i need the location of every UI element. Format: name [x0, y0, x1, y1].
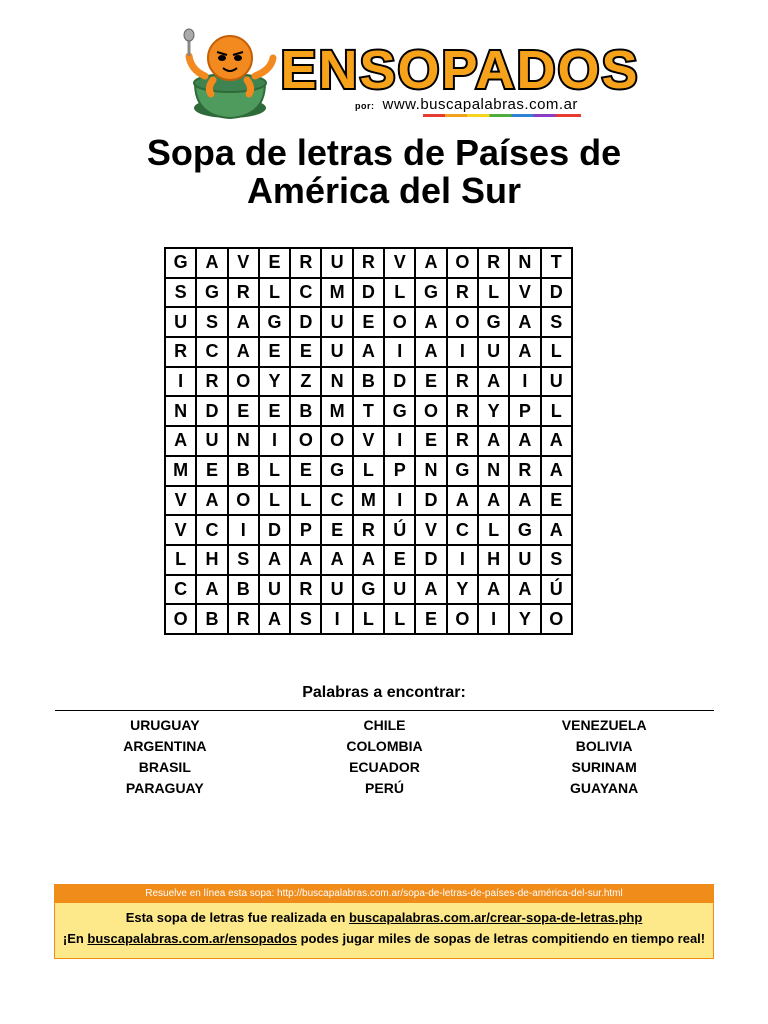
grid-cell[interactable]: H	[196, 545, 227, 575]
grid-cell[interactable]: V	[384, 248, 415, 278]
grid-cell[interactable]: C	[290, 278, 321, 308]
word-search-grid	[164, 247, 573, 635]
grid-cell[interactable]: L	[353, 604, 384, 634]
word-item: VENEZUELA	[561, 717, 647, 733]
grid-cell[interactable]: D	[384, 367, 415, 397]
grid-cell[interactable]: R	[353, 248, 384, 278]
grid-cell[interactable]: E	[353, 307, 384, 337]
grid-cell[interactable]: A	[196, 575, 227, 605]
grid-cell[interactable]: D	[353, 278, 384, 308]
grid-cell[interactable]: A	[415, 337, 446, 367]
grid-cell[interactable]: A	[228, 337, 259, 367]
grid-cell[interactable]: A	[321, 545, 352, 575]
grid-cell[interactable]: L	[259, 486, 290, 516]
svg-text:ENSOPADOS: ENSOPADOS	[280, 40, 640, 100]
grid-cell[interactable]: A	[478, 367, 509, 397]
grid-cell[interactable]: L	[478, 278, 509, 308]
grid-cell[interactable]: U	[321, 307, 352, 337]
grid-cell[interactable]: S	[541, 307, 572, 337]
grid-cell[interactable]: C	[447, 515, 478, 545]
grid-cell[interactable]: U	[259, 575, 290, 605]
grid-cell[interactable]: A	[509, 575, 540, 605]
grid-cell[interactable]: L	[353, 456, 384, 486]
grid-cell[interactable]: B	[290, 396, 321, 426]
grid-cell[interactable]: V	[353, 426, 384, 456]
grid-row	[165, 545, 572, 575]
grid-cell[interactable]: U	[196, 426, 227, 456]
rainbow-underline	[423, 114, 581, 117]
header	[0, 28, 768, 128]
divider	[55, 710, 714, 711]
grid-cell[interactable]: R	[290, 248, 321, 278]
grid-cell[interactable]: B	[228, 456, 259, 486]
grid-cell[interactable]: D	[290, 307, 321, 337]
grid-cell[interactable]: R	[447, 367, 478, 397]
grid-cell[interactable]: Ú	[384, 515, 415, 545]
ensopados-logo	[280, 34, 640, 104]
grid-cell[interactable]: O	[228, 367, 259, 397]
grid-cell[interactable]: L	[384, 278, 415, 308]
grid-cell[interactable]: N	[478, 456, 509, 486]
page-title	[0, 134, 768, 210]
grid-row	[165, 248, 572, 278]
grid-cell[interactable]: O	[447, 604, 478, 634]
word-item: BRASIL	[138, 759, 191, 775]
grid-cell[interactable]: V	[509, 278, 540, 308]
grid-cell[interactable]: M	[165, 456, 196, 486]
grid-cell[interactable]: O	[541, 604, 572, 634]
grid-row	[165, 426, 572, 456]
grid-cell[interactable]: O	[290, 426, 321, 456]
grid-cell[interactable]: V	[228, 248, 259, 278]
grid-cell[interactable]: G	[165, 248, 196, 278]
word-item: GUAYANA	[570, 780, 639, 796]
grid-cell[interactable]: I	[478, 604, 509, 634]
footer	[54, 884, 714, 959]
grid-cell[interactable]: A	[415, 307, 446, 337]
grid-cell[interactable]: I	[321, 604, 352, 634]
byline-site[interactable]: www.buscapalabras.com.ar	[382, 96, 578, 113]
word-list	[55, 716, 714, 797]
grid-cell[interactable]: A	[353, 545, 384, 575]
grid-cell[interactable]: A	[478, 575, 509, 605]
grid-row	[165, 515, 572, 545]
octopus-mascot-icon	[183, 28, 278, 123]
grid-cell[interactable]: N	[509, 248, 540, 278]
grid-cell[interactable]: R	[196, 367, 227, 397]
grid-cell[interactable]: E	[259, 248, 290, 278]
grid-cell[interactable]: D	[415, 486, 446, 516]
grid-cell[interactable]: O	[447, 248, 478, 278]
grid-cell[interactable]: I	[384, 426, 415, 456]
grid-cell[interactable]: E	[415, 426, 446, 456]
word-item: URUGUAY	[130, 717, 200, 733]
footer-line-2-prefix: ¡En	[62, 931, 88, 946]
grid-cell[interactable]: M	[353, 486, 384, 516]
grid-cell[interactable]: N	[228, 426, 259, 456]
grid-cell[interactable]: Z	[290, 367, 321, 397]
grid-cell[interactable]: T	[541, 248, 572, 278]
footer-line-1-text: Esta sopa de letras fue realizada en	[125, 910, 349, 925]
grid-cell[interactable]: E	[384, 545, 415, 575]
grid-cell[interactable]: G	[196, 278, 227, 308]
title-line-1: Sopa de letras de Países de	[146, 132, 622, 173]
grid-cell[interactable]: B	[353, 367, 384, 397]
grid-cell[interactable]: A	[478, 486, 509, 516]
grid-cell[interactable]: A	[259, 604, 290, 634]
grid-cell[interactable]: D	[541, 278, 572, 308]
grid-cell[interactable]: B	[196, 604, 227, 634]
grid-cell[interactable]: V	[165, 486, 196, 516]
word-item: ECUADOR	[349, 759, 420, 775]
grid-cell[interactable]: C	[196, 337, 227, 367]
grid-cell[interactable]: N	[321, 367, 352, 397]
grid-cell[interactable]: A	[196, 486, 227, 516]
grid-cell[interactable]: Y	[259, 367, 290, 397]
word-item: PARAGUAY	[125, 780, 204, 796]
grid-cell[interactable]: S	[165, 278, 196, 308]
grid-cell[interactable]: E	[196, 456, 227, 486]
grid-row	[165, 396, 572, 426]
grid-cell[interactable]: Y	[447, 575, 478, 605]
grid-cell[interactable]: U	[541, 367, 572, 397]
grid-cell[interactable]: G	[321, 456, 352, 486]
grid-cell[interactable]: R	[447, 278, 478, 308]
footer-line-1	[55, 910, 713, 925]
grid-cell[interactable]: I	[447, 337, 478, 367]
grid-cell[interactable]: A	[415, 248, 446, 278]
word-item: SURINAM	[571, 759, 637, 775]
grid-cell[interactable]: S	[290, 604, 321, 634]
grid-cell[interactable]: G	[415, 278, 446, 308]
word-item: ARGENTINA	[123, 738, 207, 754]
grid-row	[165, 337, 572, 367]
grid-cell[interactable]: S	[541, 545, 572, 575]
byline	[355, 96, 578, 113]
grid-cell[interactable]: O	[447, 307, 478, 337]
grid-cell[interactable]: I	[384, 337, 415, 367]
grid-cell[interactable]: A	[509, 307, 540, 337]
grid-cell[interactable]: C	[196, 515, 227, 545]
grid-cell[interactable]: R	[447, 396, 478, 426]
grid-cell[interactable]: L	[259, 456, 290, 486]
grid-cell[interactable]: L	[478, 515, 509, 545]
grid-cell[interactable]: P	[384, 456, 415, 486]
grid-cell[interactable]: S	[196, 307, 227, 337]
grid-cell[interactable]: R	[290, 575, 321, 605]
grid-cell[interactable]: A	[541, 426, 572, 456]
grid-row	[165, 307, 572, 337]
grid-cell[interactable]: A	[415, 575, 446, 605]
grid-row	[165, 456, 572, 486]
grid-cell[interactable]: L	[384, 604, 415, 634]
grid-cell[interactable]: A	[447, 486, 478, 516]
grid-cell[interactable]: O	[228, 486, 259, 516]
grid-cell[interactable]: D	[259, 515, 290, 545]
grid-cell[interactable]: I	[165, 367, 196, 397]
word-item: BOLIVIA	[575, 738, 633, 754]
grid-row	[165, 575, 572, 605]
grid-cell[interactable]: I	[447, 545, 478, 575]
grid-cell[interactable]: U	[478, 337, 509, 367]
grid-cell[interactable]: N	[415, 456, 446, 486]
word-item: COLOMBIA	[346, 738, 423, 754]
grid-cell[interactable]: I	[228, 515, 259, 545]
grid-cell[interactable]: E	[415, 604, 446, 634]
grid-cell[interactable]: R	[165, 337, 196, 367]
grid-cell[interactable]: H	[478, 545, 509, 575]
footer-line-2	[55, 931, 713, 946]
grid-cell[interactable]: A	[478, 426, 509, 456]
grid-cell[interactable]: I	[384, 486, 415, 516]
grid-cell[interactable]: A	[541, 456, 572, 486]
grid-cell[interactable]: A	[509, 426, 540, 456]
grid-cell[interactable]: R	[478, 248, 509, 278]
grid-cell[interactable]: G	[259, 307, 290, 337]
grid-cell[interactable]: P	[509, 396, 540, 426]
grid-cell[interactable]: Ú	[541, 575, 572, 605]
grid-cell[interactable]: G	[384, 396, 415, 426]
grid-cell[interactable]: L	[541, 396, 572, 426]
grid-cell[interactable]: U	[165, 307, 196, 337]
grid-cell[interactable]: A	[541, 515, 572, 545]
grid-cell[interactable]: A	[509, 486, 540, 516]
grid-cell[interactable]: U	[321, 575, 352, 605]
grid-cell[interactable]: E	[290, 456, 321, 486]
grid-cell[interactable]: R	[509, 456, 540, 486]
grid-cell[interactable]: V	[415, 515, 446, 545]
grid-cell[interactable]: G	[509, 515, 540, 545]
grid-cell[interactable]: A	[165, 426, 196, 456]
byline-prefix: por:	[355, 101, 375, 111]
grid-cell[interactable]: N	[165, 396, 196, 426]
grid-cell[interactable]: R	[447, 426, 478, 456]
grid-row	[165, 486, 572, 516]
grid-cell[interactable]: B	[228, 575, 259, 605]
grid-cell[interactable]: G	[447, 456, 478, 486]
grid-cell[interactable]: E	[541, 486, 572, 516]
grid-cell[interactable]: A	[290, 545, 321, 575]
grid-cell[interactable]: L	[259, 278, 290, 308]
grid-cell[interactable]: O	[321, 426, 352, 456]
grid-cell[interactable]: D	[196, 396, 227, 426]
grid-cell[interactable]: L	[290, 486, 321, 516]
grid-cell[interactable]: E	[228, 396, 259, 426]
grid-row	[165, 367, 572, 397]
grid-cell[interactable]: U	[509, 545, 540, 575]
grid-cell[interactable]: I	[259, 426, 290, 456]
grid-cell[interactable]: G	[478, 307, 509, 337]
grid-cell[interactable]: M	[321, 396, 352, 426]
grid-cell[interactable]: E	[415, 367, 446, 397]
word-item: PERÚ	[365, 780, 404, 796]
grid-cell[interactable]: A	[196, 248, 227, 278]
footer-line-2-suffix: podes jugar miles de sopas de letras compitiendo en tiempo real!	[296, 931, 706, 946]
online-link[interactable]: Resuelve en línea esta sopa: http://buscapalabras.com.ar/sopa-de-letras-de-países-de-américa-del-sur.html	[55, 885, 713, 903]
grid-cell[interactable]: A	[228, 307, 259, 337]
grid-cell[interactable]: U	[321, 248, 352, 278]
grid-cell[interactable]: O	[165, 604, 196, 634]
grid-cell[interactable]: E	[259, 396, 290, 426]
grid-cell[interactable]: L	[165, 545, 196, 575]
grid-cell[interactable]: A	[259, 545, 290, 575]
ensopados-link[interactable]: buscapalabras.com.ar/ensopados	[87, 931, 297, 946]
grid-cell[interactable]: D	[415, 545, 446, 575]
grid-cell[interactable]: O	[384, 307, 415, 337]
grid-cell[interactable]: E	[259, 337, 290, 367]
grid-row	[165, 604, 572, 634]
word-item: CHILE	[363, 717, 406, 733]
grid-cell[interactable]: U	[321, 337, 352, 367]
grid-cell[interactable]: L	[541, 337, 572, 367]
grid-cell[interactable]: T	[353, 396, 384, 426]
grid-cell[interactable]: Y	[509, 604, 540, 634]
grid-cell[interactable]: Y	[478, 396, 509, 426]
grid-cell[interactable]: V	[165, 515, 196, 545]
grid-cell[interactable]: C	[165, 575, 196, 605]
grid-cell[interactable]: M	[321, 278, 352, 308]
create-puzzle-link[interactable]: buscapalabras.com.ar/crear-sopa-de-letras.php	[348, 910, 643, 925]
grid-cell[interactable]: R	[228, 604, 259, 634]
grid-row	[165, 278, 572, 308]
grid-cell[interactable]: C	[321, 486, 352, 516]
grid-cell[interactable]: R	[353, 515, 384, 545]
grid-cell[interactable]: A	[353, 337, 384, 367]
grid-cell[interactable]: O	[415, 396, 446, 426]
grid-cell[interactable]: A	[509, 337, 540, 367]
grid-cell[interactable]: E	[290, 337, 321, 367]
grid-cell[interactable]: E	[321, 515, 352, 545]
grid-cell[interactable]: G	[353, 575, 384, 605]
words-title: Palabras a encontrar:	[302, 684, 466, 701]
grid-cell[interactable]: I	[509, 367, 540, 397]
grid-cell[interactable]: R	[228, 278, 259, 308]
grid-cell[interactable]: S	[228, 545, 259, 575]
grid-cell[interactable]: P	[290, 515, 321, 545]
title-line-2: América del Sur	[246, 170, 522, 211]
grid-cell[interactable]: U	[384, 575, 415, 605]
